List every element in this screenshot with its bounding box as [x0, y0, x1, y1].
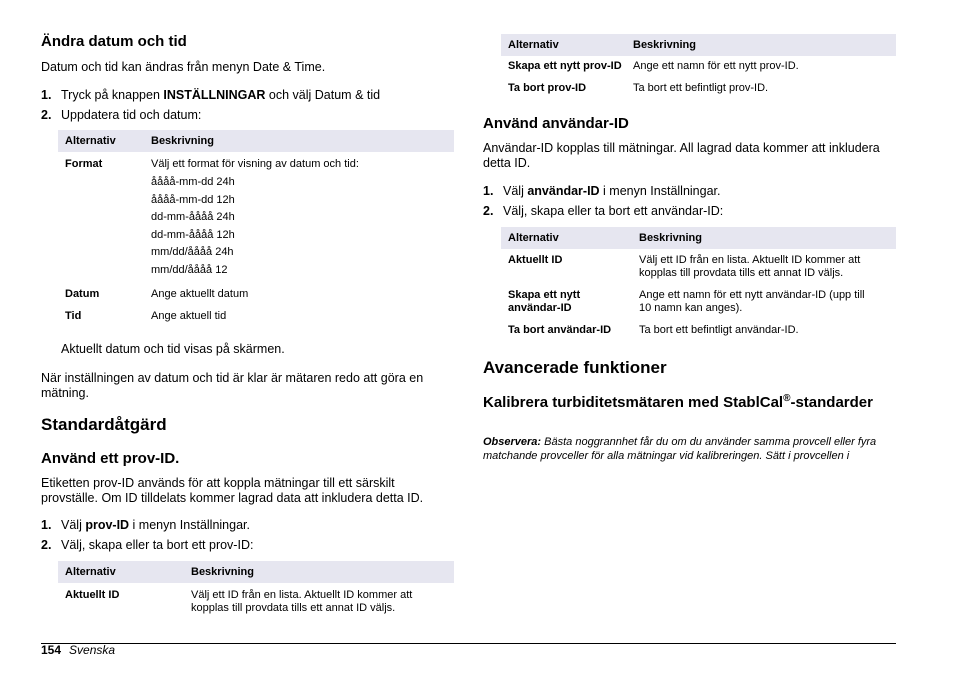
table-row: Skapa ett nytt användar-ID Ange ett namn för ett nytt användar-ID (upp till 10 namn kan anges).	[508, 289, 865, 314]
table-row: Aktuellt ID Välj ett ID från en lista. Aktuellt ID kommer att kopplas till provdata tills ett annat ID väljs.	[508, 254, 861, 279]
date-time-intro: Datum och tid kan ändras från menyn Date & Time.	[41, 60, 326, 74]
table-row: Tid Ange aktuell tid	[65, 310, 227, 322]
calibration-note: Observera: Bästa noggrannhet får du om du använder samma provcell eller fyra matchande provceller för alla mätningar vid kalibreringen. Sätt i provcellen i	[483, 436, 877, 462]
table-row: Ta bort användar-ID Ta bort ett befintligt användar-ID.	[508, 324, 799, 336]
sample-id-options-table	[58, 561, 454, 615]
format-option: mm/dd/åååå 12	[151, 263, 228, 276]
page-footer	[41, 643, 115, 657]
heading-use-sample-id: Använd ett prov-ID.	[41, 450, 180, 467]
heading-calibrate-stablcal: Kalibrera turbiditetsmätaren med StablCal®-standarder	[483, 393, 873, 411]
date-step-1: 1. Tryck på knappen INSTÄLLNINGAR och välj Datum & tid	[41, 88, 381, 102]
heading-use-user-id: Använd användar-ID	[483, 115, 629, 132]
table-row: Format Välj ett format för visning av datum och tid: åååå-mm-dd 24h åååå-mm-dd 12h dd-mm-åååå 24h dd-mm-åååå 12h mm/dd/åååå 24h mm/dd/åååå 12	[58, 152, 454, 279]
user-step-1: 1. Välj användar-ID i menyn Inställningar.	[483, 184, 721, 198]
format-option: åååå-mm-dd 24h	[151, 176, 235, 188]
format-option: dd-mm-åååå 24h	[151, 211, 235, 223]
table-header: Alternativ	[501, 227, 632, 249]
heading-standard-action: Standardåtgärd	[41, 415, 167, 434]
sample-step-2: 2. Välj, skapa eller ta bort ett prov-ID:	[41, 538, 254, 552]
format-option: åååå-mm-dd 12h	[151, 193, 235, 206]
table-row: Aktuellt ID Välj ett ID från en lista. Aktuellt ID kommer att kopplas till provdata tills ett annat ID väljs.	[65, 589, 413, 614]
date-closing-text: När inställningen av datum och tid är klar är mätaren redo att göra en mätning.	[41, 371, 424, 400]
table-row: Ta bort prov-ID Ta bort ett befintligt prov-ID.	[508, 82, 769, 94]
format-option: mm/dd/åååå 24h	[151, 246, 234, 258]
table-row: Skapa ett nytt prov-ID Ange ett namn för ett nytt prov-ID.	[508, 60, 799, 72]
date-step-2: 2. Uppdatera tid och datum:	[41, 108, 202, 122]
format-option: dd-mm-åååå 12h	[151, 228, 235, 241]
footer-language: Svenska	[69, 643, 116, 657]
sample-step-1: 1. Välj prov-ID i menyn Inställningar.	[41, 518, 250, 532]
table-header: Alternativ	[501, 34, 626, 56]
heading-change-date-time: Ändra datum och tid	[41, 33, 187, 50]
date-time-options-table	[58, 130, 454, 329]
sample-id-intro: Etiketten prov-ID används för att koppla mätningar till ett särskilt provställe. Om ID tilldelats kommer lagrad data att inkludera detta ID.	[41, 476, 424, 505]
heading-advanced-functions: Avancerade funktioner	[483, 358, 667, 377]
user-id-options-table	[501, 227, 896, 343]
user-id-intro: Användar-ID kopplas till mätningar. All lagrad data kommer att inkludera detta ID.	[483, 141, 880, 170]
page-number: 154	[41, 643, 62, 657]
table-header: Beskrivning	[184, 561, 454, 583]
sample-id-options-table-cont	[501, 34, 896, 101]
user-step-2: 2. Välj, skapa eller ta bort ett användar-ID:	[483, 204, 724, 218]
table-header: Beskrivning	[144, 130, 454, 152]
table-header: Beskrivning	[632, 227, 896, 249]
date-after-table: Aktuellt datum och tid visas på skärmen.	[61, 342, 285, 356]
table-row: Datum Ange aktuellt datum	[65, 288, 249, 300]
table-header: Alternativ	[58, 130, 144, 152]
table-header: Alternativ	[58, 561, 184, 583]
table-header: Beskrivning	[626, 34, 896, 56]
footer-rule	[41, 643, 896, 644]
